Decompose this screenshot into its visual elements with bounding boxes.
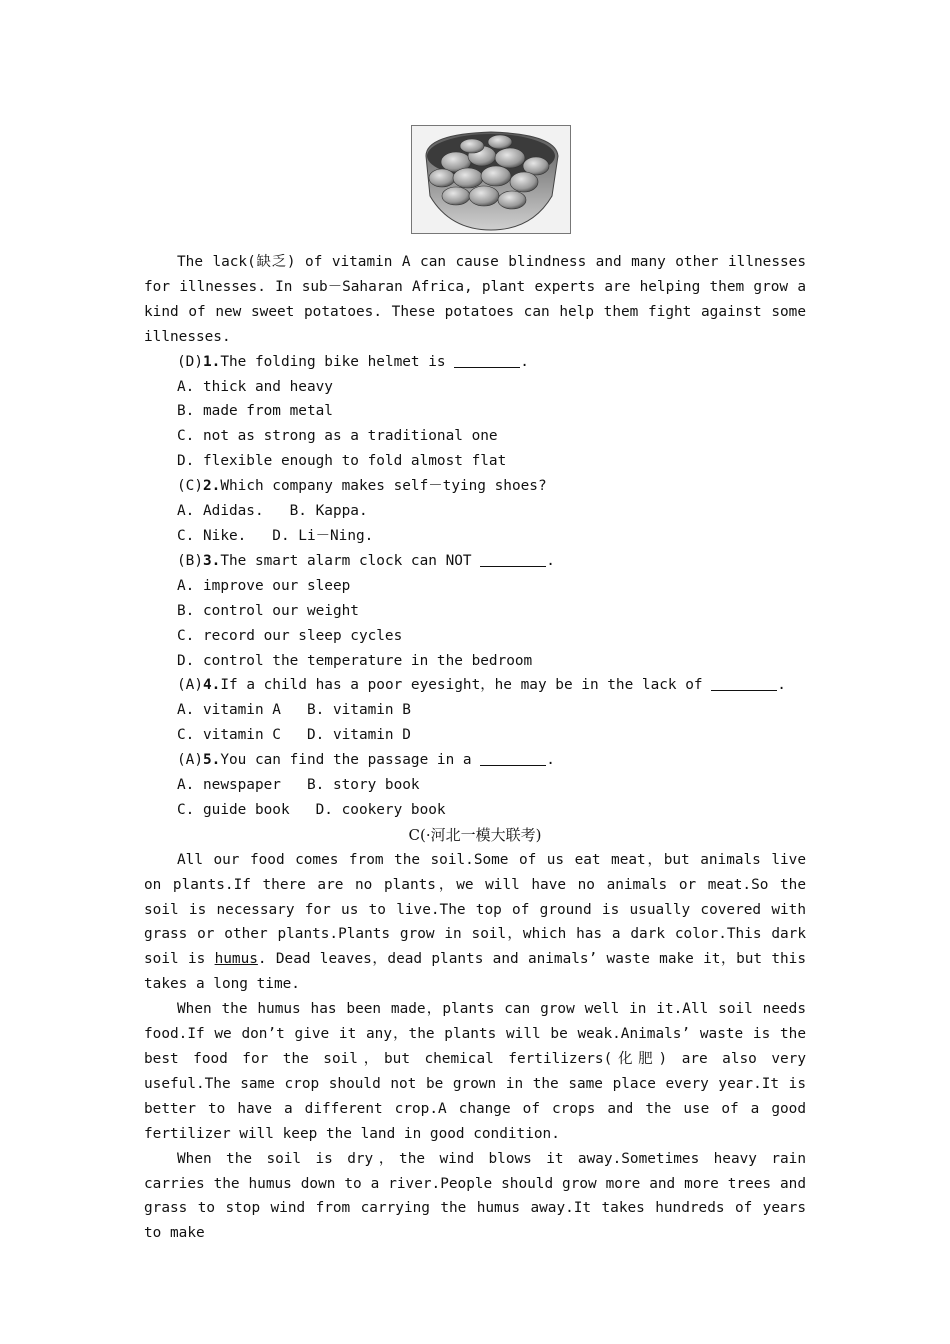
paragraph-text: . Dead leaves，dead plants and animals’ waste make it，but this takes a long time.: [144, 951, 807, 993]
answer-key: (D): [177, 353, 203, 370]
option-line: A. thick and heavy: [177, 378, 333, 395]
potatoes-in-bowl-photo: [411, 125, 571, 234]
question-1: [144, 350, 806, 375]
underlined-word-humus: humus: [214, 951, 258, 968]
answer-blank: [711, 676, 777, 691]
question-stem: Which company makes self－tying shoes?: [220, 478, 547, 495]
section-c-paragraph-1: [144, 848, 806, 997]
question-stem-end: .: [520, 353, 529, 370]
option-line: A. vitamin A B. vitamin B: [177, 702, 411, 719]
option-line: C. Nike. D. Li－Ning.: [177, 527, 374, 544]
question-2: [144, 474, 806, 499]
option-line: C. guide book D. cookery book: [177, 801, 446, 818]
section-c-paragraph-2: When the humus has been made，plants can grow well in it.All soil needs food.If we don’t give it any，the plants will be weak.Animals’ waste is the best food for the soil，but chemical fertilizers(化肥) are also very useful.The same crop should not be grown in the same place every year.It is better to have a different crop.A change of crops and the use of a good fertilizer will keep the land in good condition.: [144, 1001, 806, 1142]
answer-key: (B): [177, 552, 203, 569]
option-line: D. control the temperature in the bedroom: [177, 652, 533, 669]
question-number: 3.: [203, 552, 221, 569]
option-line: A. improve our sleep: [177, 577, 351, 594]
question-stem-end: .: [777, 677, 786, 694]
document-text: [144, 250, 806, 1246]
section-c-heading: C(·河北一模大联考): [408, 825, 542, 844]
option-line: C. vitamin C D. vitamin D: [177, 727, 411, 744]
question-3: [144, 549, 806, 574]
section-c-paragraph-3: When the soil is dry，the wind blows it away.Sometimes heavy rain carries the humus down to a river.People should grow more and more trees and grass to stop wind from carrying the humus away.It takes hundreds of years to make: [144, 1150, 806, 1242]
question-number: 1.: [203, 353, 221, 370]
option-line: C. not as strong as a traditional one: [177, 428, 498, 445]
question-stem: The folding bike helmet is: [220, 353, 455, 370]
answer-blank: [480, 751, 546, 766]
question-stem-end: .: [546, 552, 555, 569]
potatoes-illustration: [412, 126, 570, 233]
paragraph-text: All our food comes from the soil.Some of us eat meat，but animals live on plants.If there are no plants，we will have no animals or meat.So the soil is necessary for us to live.The top of ground is usually covered with grass or other plants.Plants grow in soil，which has a dark color.This dark soil is: [144, 851, 806, 968]
answer-key: (A): [177, 752, 203, 769]
question-stem: You can find the passage in a: [220, 752, 481, 769]
question-number: 4.: [203, 677, 221, 694]
answer-key: (C): [177, 478, 203, 495]
question-5: [144, 748, 806, 773]
passage-b-paragraph: The lack(缺乏) of vitamin A can cause blindness and many other illnesses for illnesses. In sub－Saharan Africa, plant experts are helping them grow a kind of new sweet potatoes. These potatoes can help them fight against some illnesses.: [144, 254, 806, 345]
question-stem: The smart alarm clock can NOT: [220, 552, 481, 569]
question-number: 5.: [203, 752, 221, 769]
option-line: B. made from metal: [177, 403, 333, 420]
option-line: D. flexible enough to fold almost flat: [177, 453, 507, 470]
option-line: B. control our weight: [177, 602, 359, 619]
option-line: A. Adidas. B. Kappa.: [177, 503, 368, 520]
answer-key: (A): [177, 677, 203, 694]
question-stem: If a child has a poor eyesight，he may be in the lack of: [220, 677, 712, 694]
question-number: 2.: [203, 478, 221, 495]
option-line: C. record our sleep cycles: [177, 627, 403, 644]
question-stem-end: .: [546, 752, 555, 769]
option-line: A. newspaper B. story book: [177, 777, 420, 794]
question-4: [144, 673, 806, 698]
answer-blank: [454, 353, 520, 368]
answer-blank: [480, 552, 546, 567]
